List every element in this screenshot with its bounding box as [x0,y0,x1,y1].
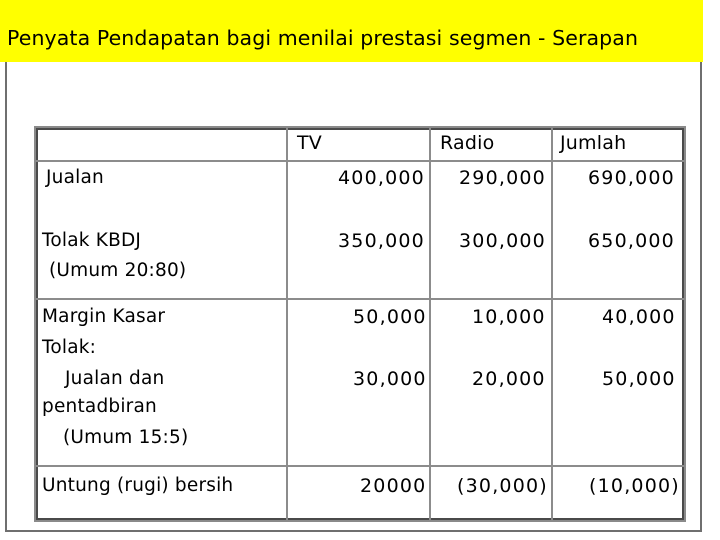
cell-jualan-radio: 290,000 [459,167,546,189]
row-divider [36,465,684,467]
cell-margin-jumlah: 40,000 [602,306,676,328]
row-divider [36,298,684,300]
header-divider [36,160,684,162]
cell-untung-radio: (30,000) [457,475,548,497]
cell-kbdj-radio: 300,000 [459,230,546,252]
row-label-kbdj: Tolak KBDJ [42,230,142,251]
column-divider [286,128,288,520]
frame-border-left [5,62,7,530]
column-divider [551,128,553,520]
cell-kbdj-tv: 350,000 [338,230,425,252]
cell-jualan-jumlah: 690,000 [588,167,675,189]
cell-pentadbiran-jumlah: 50,000 [602,368,676,390]
frame-border-bottom [5,530,702,532]
cell-pentadbiran-tv: 30,000 [353,368,427,390]
cell-kbdj-jumlah: 650,000 [588,230,675,252]
cell-untung-tv: 20000 [360,475,427,497]
cell-margin-tv: 50,000 [353,306,427,328]
frame-border-right [700,62,702,530]
cell-margin-radio: 10,000 [472,306,546,328]
row-label-margin-kasar: Margin Kasar [42,306,166,327]
cell-untung-jumlah: (10,000) [589,475,680,497]
column-header-jumlah: Jumlah [560,132,627,154]
row-label-kbdj-basis: (Umum 20:80) [49,260,187,281]
cell-pentadbiran-radio: 20,000 [472,368,546,390]
row-label-jualan: Jualan [46,167,104,188]
row-label-pentadbiran: pentadbiran [42,396,157,417]
row-label-jualan-dan: Jualan dan [65,368,165,389]
row-label-tolak: Tolak: [42,337,97,358]
column-header-tv: TV [297,132,323,154]
cell-jualan-tv: 400,000 [338,167,425,189]
column-header-radio: Radio [440,132,495,154]
column-divider [429,128,431,520]
row-label-pentadbiran-basis: (Umum 15:5) [63,427,189,448]
row-label-untung-bersih: Untung (rugi) bersih [42,475,234,496]
page-title: Penyata Pendapatan bagi menilai prestasi segmen - Serapan [7,26,639,50]
